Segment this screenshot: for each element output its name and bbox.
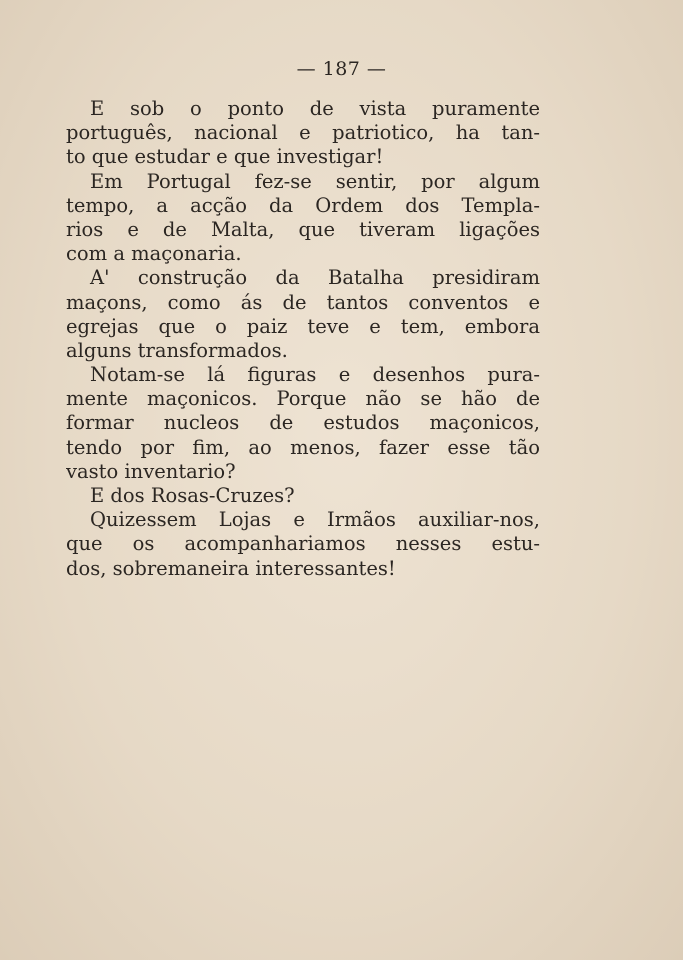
text-line: tendo por fim, ao menos, fazer esse tão [66, 435, 540, 459]
text-line: egrejas que o paiz teve e tem, embora [66, 314, 540, 338]
text-line: que os acompanhariamos nesses estu- [66, 532, 540, 556]
text-line: português, nacional e patriotico, ha tan- [66, 121, 540, 145]
text-line: mente maçonicos. Porque não se hão de [66, 387, 540, 411]
text-line: E dos Rosas-Cruzes? [90, 484, 295, 507]
text-line: formar nucleos de estudos maçonicos, [66, 411, 540, 435]
text-line: Notam-se lá figuras e desenhos pura- [90, 363, 540, 387]
page-number: — 187 — [296, 58, 387, 80]
text-line: Em Portugal fez-se sentir, por algum [90, 169, 540, 193]
text-line: maçons, como ás de tantos conventos e [66, 290, 540, 314]
text-line: com a maçonaria. [66, 242, 242, 266]
text-line: to que estudar e que investigar! [66, 145, 384, 169]
text-line: E sob o ponto de vista puramente [90, 97, 540, 120]
text-line: tempo, a acção da Ordem dos Templa- [66, 193, 540, 217]
text-line: vasto inventario? [66, 459, 236, 483]
text-line: alguns transformados. [66, 338, 288, 362]
text-line: rios e de Malta, que tiveram ligações [66, 217, 540, 241]
text-line: Quizessem Lojas e Irmãos auxiliar-nos, [90, 508, 540, 532]
body-text [66, 97, 540, 581]
text-line: A' construção da Batalha presidiram [90, 266, 540, 290]
text-line: dos, sobremaneira interessantes! [66, 556, 396, 580]
